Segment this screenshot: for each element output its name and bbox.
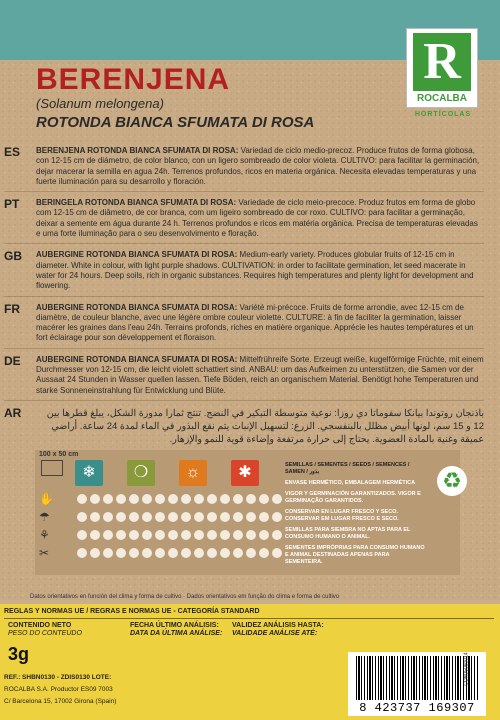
calendar-dot bbox=[142, 512, 152, 522]
calendar-dot bbox=[194, 530, 204, 540]
lang-code: FR bbox=[4, 301, 20, 316]
calendar-dot bbox=[233, 494, 243, 504]
spacing-unit: cm bbox=[68, 451, 79, 458]
calendar-dot bbox=[207, 530, 217, 540]
latin-name: (Solanum melongena) bbox=[36, 96, 164, 111]
green-dot-recycle-icon: ♻ bbox=[437, 466, 467, 496]
harvest-icon: ✂ bbox=[39, 546, 50, 560]
calendar-dot bbox=[103, 512, 113, 522]
calendar-dot bbox=[272, 548, 282, 558]
lang-pt bbox=[4, 198, 484, 244]
lang-variety-name: AUBERGINE ROTONDA BIANCA SFUMATA DI ROSA: bbox=[36, 302, 238, 312]
calendar-dot bbox=[168, 512, 178, 522]
analysis-label-pt: DATA DA ÚLTIMA ANÁLISE: bbox=[130, 630, 223, 637]
calendar-dot bbox=[259, 494, 269, 504]
legend-item: SEMENTES IMPRÓPRIAS PARA CONSUMO HUMANO E ANIMAL DESTINADAS APENAS PARA SEMENTEIRA. bbox=[285, 545, 425, 565]
calendar-dot bbox=[272, 512, 282, 522]
calendar-dot bbox=[181, 512, 191, 522]
calendar-dot bbox=[220, 512, 230, 522]
snowflake-icon: ❄ bbox=[75, 460, 103, 486]
calendar-dot bbox=[90, 494, 100, 504]
lang-code: ES bbox=[4, 145, 21, 159]
lang-body: Variedade de ciclo meio-precoce. Produz frutos em forma de globo com 12-15 cm de diâmetro, de cor branca, com um ligeiro sombreado de cor roxo. CULTIVO: para facilitar a germinação, deixar a semente em água durante 24 h. Terrenos profundos e ricos em matéria orgânica. Precisa de temperaturas elevadas e uma forte iluminação para o seu desenvolvimento e floração. bbox=[36, 198, 478, 239]
calendar-dot bbox=[77, 512, 87, 522]
calendar-dot bbox=[194, 512, 204, 522]
last-analysis-label bbox=[130, 622, 222, 638]
lang-variety-name: AUBERGINE ROTONDA BIANCA SFUMATA DI ROSA: bbox=[36, 354, 238, 364]
calendar-dot bbox=[194, 494, 204, 504]
lang-code: DE bbox=[4, 353, 21, 368]
calendar-dot bbox=[155, 530, 165, 540]
logo-subtitle: HORTÍCOLAS bbox=[414, 111, 472, 118]
calendar-dot bbox=[259, 512, 269, 522]
calendar-dot bbox=[194, 548, 204, 558]
calendar-dot bbox=[181, 530, 191, 540]
barcode-number: 8 423737 169307 bbox=[359, 701, 475, 715]
lang-text bbox=[36, 355, 484, 396]
calendar-dot bbox=[246, 494, 256, 504]
calendar-dot bbox=[116, 530, 126, 540]
legend-header: SEMILLAS / SEMENTES / SEEDS / SEMENCES / SAMEN / بذور bbox=[285, 462, 410, 475]
logo-mark bbox=[413, 33, 471, 91]
calendar-dot bbox=[116, 494, 126, 504]
side-code bbox=[463, 626, 500, 716]
content-label-pt: PESO DO CONTEÚDO bbox=[8, 630, 82, 637]
logo-letter: R bbox=[423, 33, 461, 90]
legend-item: SEMILLAS PARA SIEMBRA NO APTAS PARA EL CONSUMO HUMANO O ANIMAL. bbox=[285, 527, 411, 540]
calendar-dot bbox=[103, 530, 113, 540]
content-label-es: CONTENIDO NETO bbox=[8, 622, 72, 629]
calendar-dot bbox=[103, 548, 113, 558]
calendar-dot bbox=[220, 548, 230, 558]
lang-code: GB bbox=[4, 249, 22, 264]
calendar-dot bbox=[129, 494, 139, 504]
producer: ROCALBA S.A. Productor ES09 7003 bbox=[4, 686, 113, 693]
calendar-dot bbox=[246, 512, 256, 522]
validity-label bbox=[232, 622, 324, 638]
lang-body: Variété mi-précoce. Fruits de forme arrondie, avec 12-15 cm de diamètre, de couleur blanche, avec une légère ombre couleur violette. CULTURE: à fin de faciliter la germination, laisser macérer les graines dans l'eau 24h. Terrains profonds, riches en matière organique. Apprécie les hautes températures et un fort éclairage pour son développement et floraison. bbox=[36, 302, 474, 343]
eu-rules: REGLAS Y NORMAS UE / REGRAS E NORMAS UE - CATEGORÍA STANDARD bbox=[4, 608, 260, 615]
calendar-dot bbox=[168, 548, 178, 558]
lang-fr bbox=[4, 303, 484, 349]
calendar-dot bbox=[233, 548, 243, 558]
calendar-dot bbox=[207, 548, 217, 558]
calendar-dot bbox=[220, 530, 230, 540]
spacing-grid-icon bbox=[41, 460, 63, 476]
watering-can-icon: ☂ bbox=[39, 510, 50, 524]
lang-variety-name: BERINGELA ROTONDA BIANCA SFUMATA DI ROSA: bbox=[36, 198, 237, 208]
product-title: BERENJENA bbox=[36, 63, 231, 96]
calendar-dot bbox=[103, 494, 113, 504]
lang-text bbox=[36, 198, 484, 239]
lang-gb bbox=[4, 250, 484, 296]
calendar-dot bbox=[155, 512, 165, 522]
seed-legend bbox=[285, 462, 425, 566]
calendar-dot bbox=[259, 530, 269, 540]
lang-ar bbox=[4, 407, 484, 450]
seed-icon: ❍ bbox=[127, 460, 155, 486]
leaf-icon: ✱ bbox=[231, 460, 259, 486]
calendar-dot bbox=[272, 530, 282, 540]
calendar-dot bbox=[168, 494, 178, 504]
calendar-dot bbox=[181, 548, 191, 558]
producer-address: C/ Barcelona 15, 17002 Girona (Spain) bbox=[4, 698, 117, 705]
calendar-dot bbox=[233, 512, 243, 522]
lang-text: باذنجان روتوندا بيانكا سفوماتا دي روزا: نوعية متوسطة التبكير في النضج. تنتج ثمارا مدورة الشكل، يبلغ قطرها بين 12 و 15 سم، لونها أبيض مظلل بالبنفسجي. الزرع: لتسهيل الإنبات يتم نقع البذور في الماء لمدة 24 ساعة. أراضي عميقة وغنية بالمادة العضوية. يحتاج إلى حرارة مرتفعة وإضاءة قوية للنمو والإزهار. bbox=[46, 407, 484, 445]
label-footer bbox=[0, 604, 500, 720]
calendar-dot bbox=[90, 548, 100, 558]
calendar-dot bbox=[207, 494, 217, 504]
validity-label-es: VALIDEZ ANÁLISIS HASTA: bbox=[232, 622, 324, 629]
lang-es bbox=[4, 146, 484, 192]
calendar-dot bbox=[90, 530, 100, 540]
calendar-dot bbox=[155, 494, 165, 504]
variety-name: ROTONDA BIANCA SFUMATA DI ROSA bbox=[36, 114, 315, 131]
lang-body: Medium-early variety. Produces globular fruits of 12-15 cm in diameter. White in colour, with light purple shadows. CULTIVATION: in order to facilitate germination, let seed macerate in water for 24 hours. Deep soils, rich in organic substances. Requires high temperatures and plenty light for development and flowering. bbox=[36, 250, 474, 291]
calendar-dot bbox=[246, 530, 256, 540]
lang-code: PT bbox=[4, 197, 20, 212]
sowing-hand-icon: ✋ bbox=[39, 492, 54, 506]
net-content-label bbox=[8, 622, 82, 638]
calendar-dot bbox=[142, 548, 152, 558]
legend-item: VIGOR Y GERMINACIÓN GARANTIZADOS. VIGOR E GERMINAÇÃO GARANTIDOS. bbox=[285, 491, 421, 504]
legend-item: ENVASE HERMÉTICO, EMBALAGEM HERMÉTICA bbox=[285, 480, 416, 486]
calendar-dot bbox=[233, 530, 243, 540]
transplant-icon: ⚘ bbox=[39, 528, 50, 542]
calendar-dot bbox=[246, 548, 256, 558]
calendar-dot bbox=[129, 530, 139, 540]
lang-text bbox=[36, 250, 484, 291]
analysis-label-es: FECHA ÚLTIMO ANÁLISIS: bbox=[130, 622, 219, 629]
lang-code: AR bbox=[4, 405, 22, 420]
sun-icon: ☼ bbox=[179, 460, 207, 486]
calendar-dot bbox=[129, 512, 139, 522]
calendar-dot bbox=[77, 548, 87, 558]
calendar-dot bbox=[116, 512, 126, 522]
calendar-dot bbox=[77, 494, 87, 504]
legend-item: CONSERVAR EN LUGAR FRESCO Y SECO. CONSERVAR EM LUGAR FRESCO E SECO. bbox=[285, 509, 399, 522]
lang-body: Variedad de ciclo medio-precoz. Produce frutos de forma globosa, con 12-15 cm de diámetro, de color blanco, con un ligero sombreado de color violeta. CULTIVO: para facilitar la germinación, dejar macerar la semilla en agua 24h. Terrenos profundos, ricos en materia orgánica. Necesita elevadas temperaturas y una fuerte iluminación para su desarrollo y floración. bbox=[36, 146, 480, 186]
brand-logo bbox=[406, 28, 478, 108]
validity-label-pt: VALIDADE ANÁLISE ATÉ: bbox=[232, 630, 318, 637]
calendar-dot bbox=[77, 530, 87, 540]
calendar-dot bbox=[142, 530, 152, 540]
calendar-dot bbox=[207, 512, 217, 522]
divider bbox=[4, 618, 494, 619]
calendar-dot bbox=[259, 548, 269, 558]
logo-brand-name: ROCALBA bbox=[417, 93, 467, 104]
sowing-calendar-panel bbox=[35, 450, 460, 575]
calendar-dot bbox=[142, 494, 152, 504]
footnote: Datos orientativos en función del clima y forma de cultivo · Dados orientativos em função do clima e forma de cultivo bbox=[30, 594, 340, 600]
language-descriptions bbox=[4, 146, 484, 456]
calendar-dot bbox=[181, 494, 191, 504]
calendar-dot bbox=[168, 530, 178, 540]
side-code-text: CON05090014 bbox=[463, 652, 470, 686]
net-weight: 3g bbox=[8, 644, 30, 664]
calendar-dot bbox=[272, 494, 282, 504]
barcode-bars bbox=[356, 656, 478, 700]
spacing-value: 100 x 50 bbox=[39, 451, 67, 458]
reference-code: REF.: SHBN0130 - ZDIS0130 LOTE: bbox=[4, 674, 112, 681]
lang-body: Mittelfrühreife Sorte. Erzeugt weiße, kugelförmige Früchte, mit einem Durchmesser von 12-15 cm, die leicht violett schattiert sind. ANBAU: um das Aufkeimen zu unterstützen, die Samen vor der Aussaat 24 Stunden in Wasser quellen lassen. Tiefe Böden, reich an organischem Material. Benötigt hohe Temperaturen und starke Sonneneinstrahlung für Entwicklung und Blüte. bbox=[36, 354, 484, 395]
lang-de bbox=[4, 355, 484, 401]
calendar-dot bbox=[116, 548, 126, 558]
calendar-dot bbox=[90, 512, 100, 522]
lang-variety-name: AUBERGINE ROTONDA BIANCA SFUMATA DI ROSA: bbox=[36, 250, 238, 260]
lang-text bbox=[36, 303, 484, 344]
lang-variety-name: BERENJENA ROTONDA BIANCA SFUMATA DI ROSA: bbox=[36, 146, 239, 155]
lang-text bbox=[36, 146, 484, 187]
calendar-dot bbox=[129, 548, 139, 558]
calendar-dot bbox=[155, 548, 165, 558]
calendar-dot bbox=[220, 494, 230, 504]
spacing-label bbox=[39, 450, 78, 459]
